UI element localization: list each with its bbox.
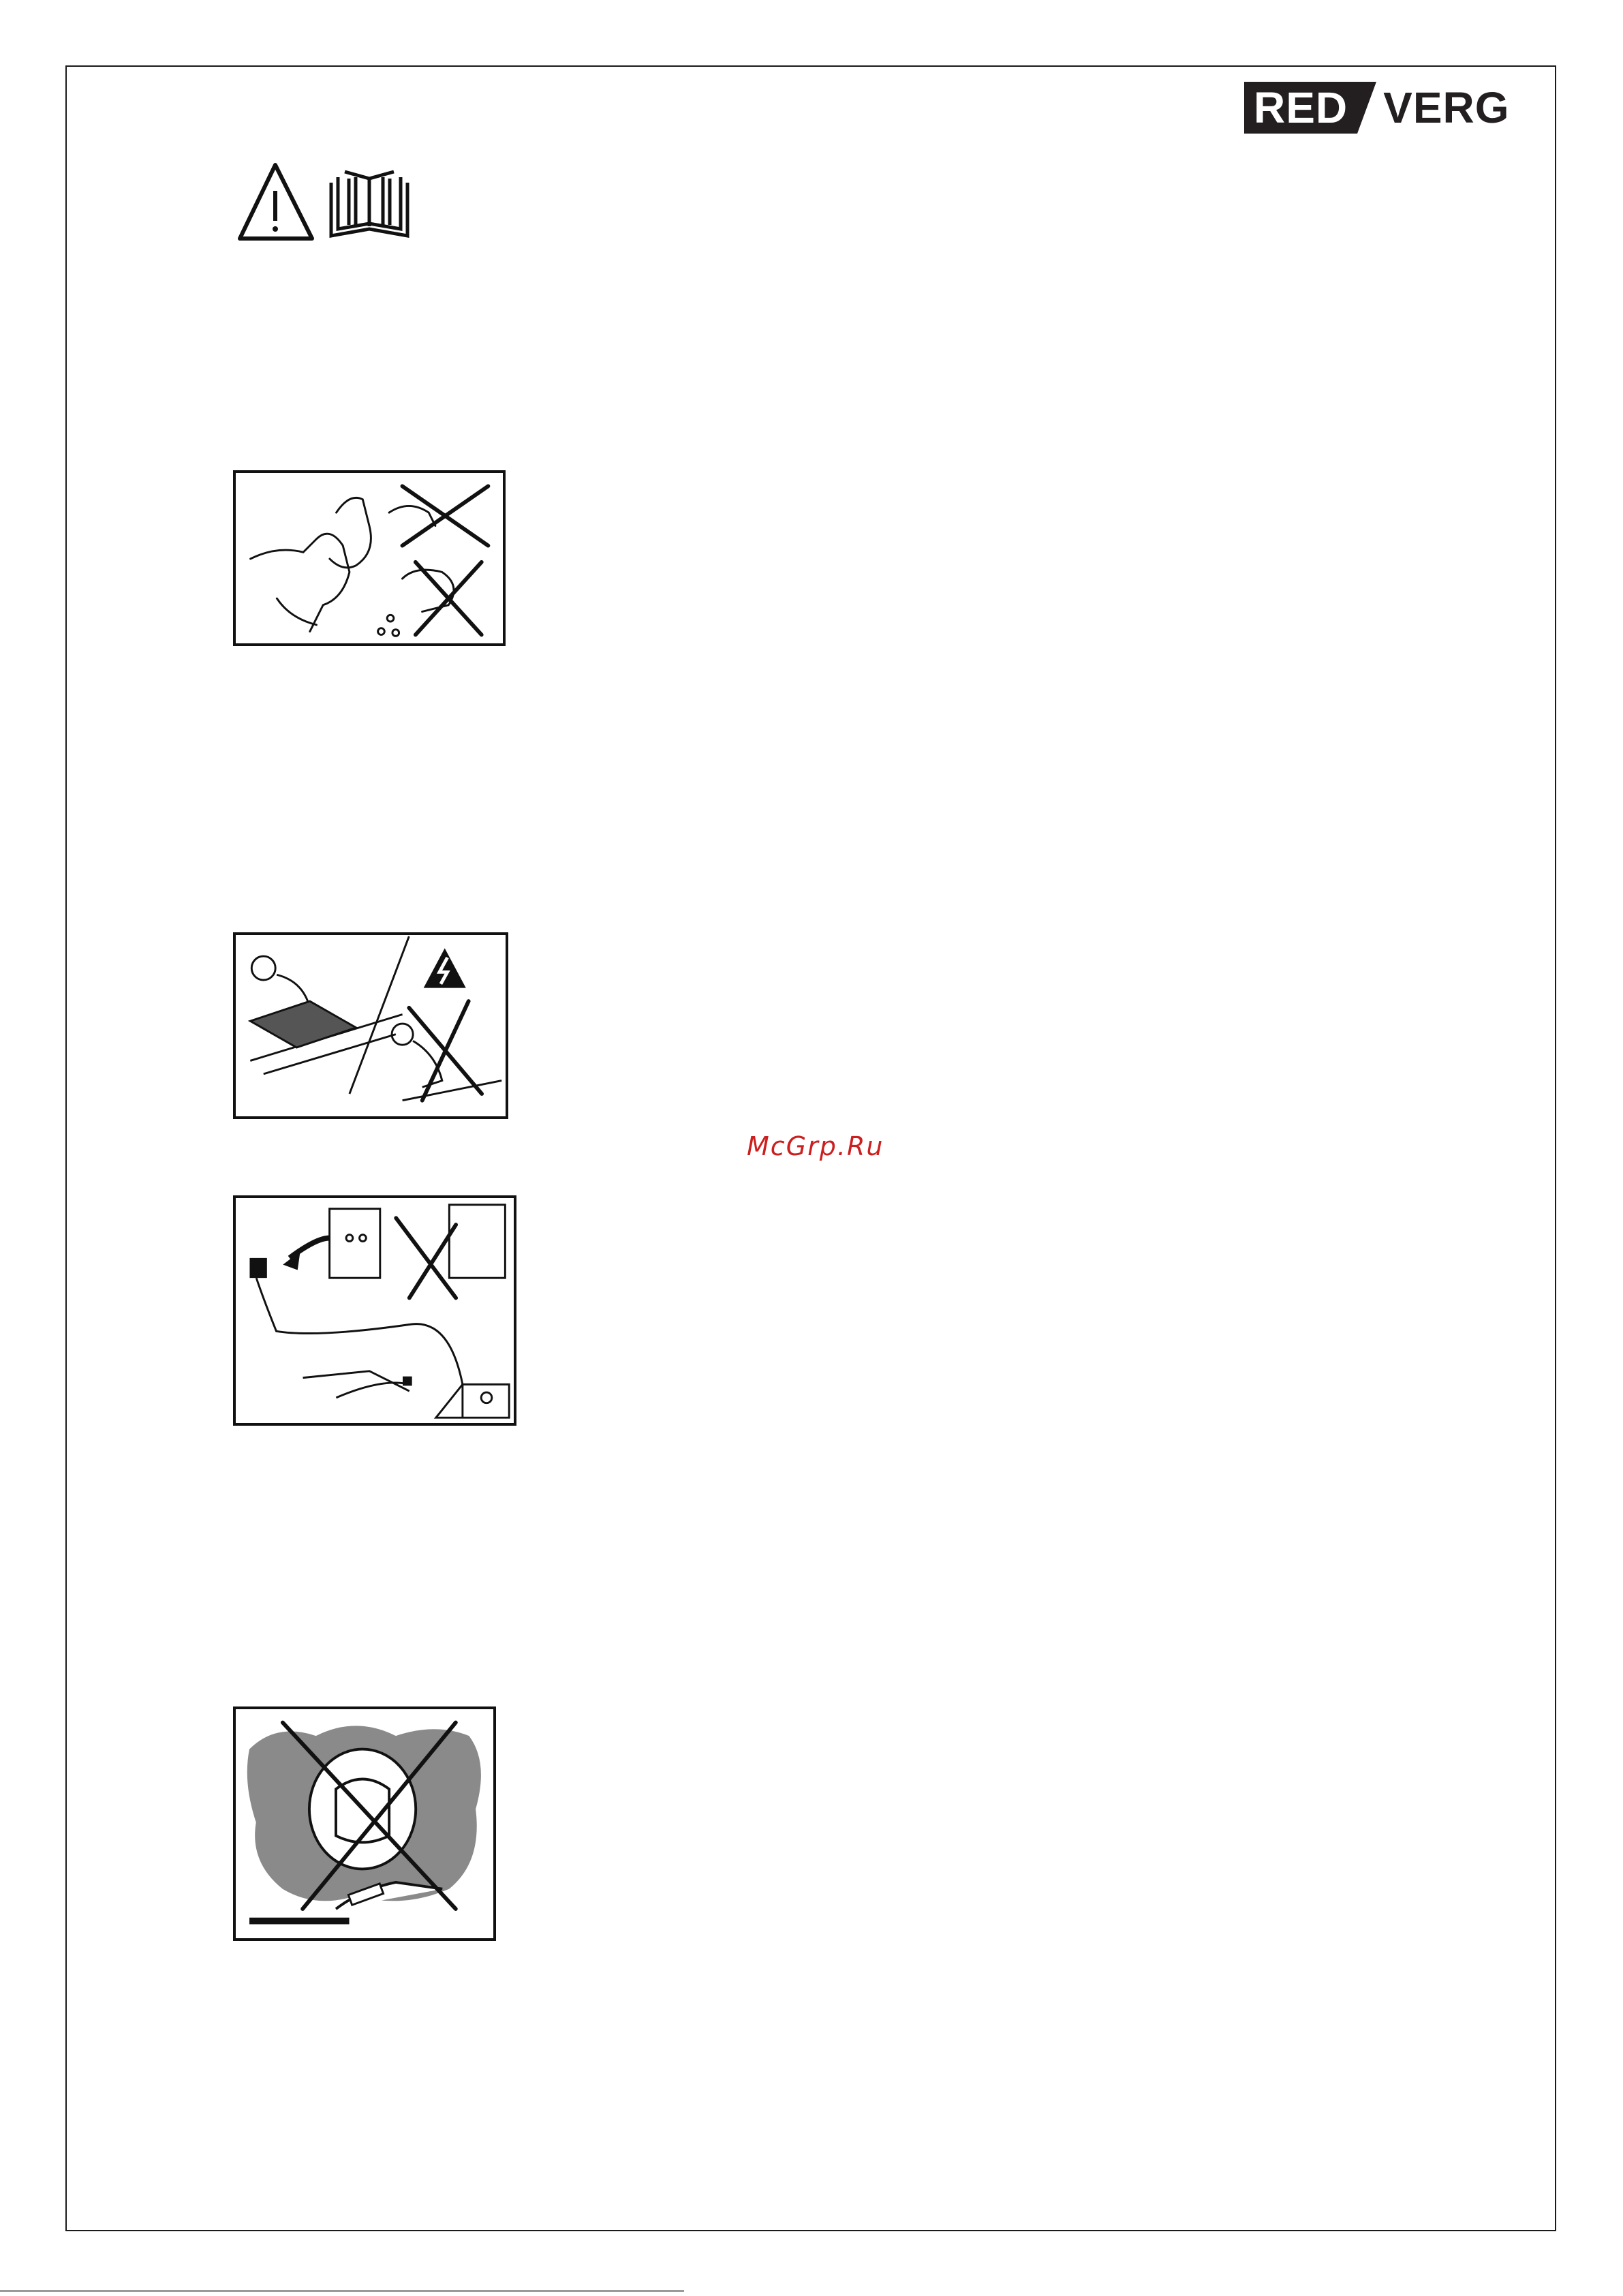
avoid-fumes-illustration xyxy=(233,1706,496,1941)
warning-triangle-icon xyxy=(236,158,414,245)
brand-logo-red: RED xyxy=(1244,82,1357,134)
brand-logo-verg: VERG xyxy=(1383,83,1510,132)
unplug-before-service-illustration xyxy=(233,1195,516,1426)
gloves-dry-hands-illustration xyxy=(233,470,506,646)
warning-manual-icons xyxy=(236,158,414,245)
insulation-mat-illustration xyxy=(233,932,508,1119)
read-manual-icon xyxy=(331,172,407,236)
bottom-divider xyxy=(0,2290,684,2292)
watermark-text: McGrp.Ru xyxy=(747,1131,884,1161)
brand-logo xyxy=(1244,82,1510,134)
